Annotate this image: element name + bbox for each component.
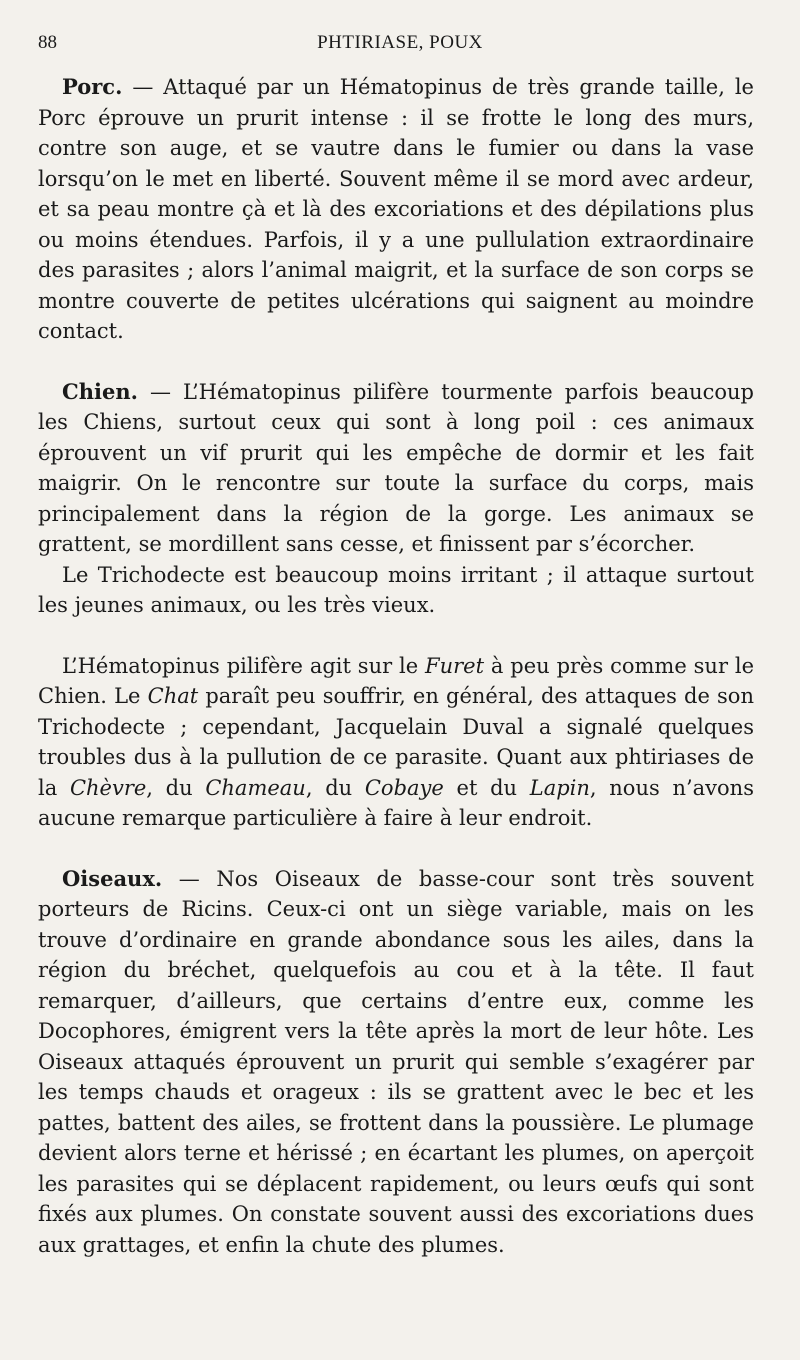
text-chien: — L’Hématopinus pilifère tourmente parfois beaucoup les Chiens, surtout ceux qui sont à long poil : ces animaux éprouvent un vif prurit qui les empêche de dormir et les fait maigrir. On le rencontre sur toute la surface du corps, mais principalement dans la région de la gorge. Les animaux se grattent, se mordillent sans cesse, et finissent par s’écorcher. <box>38 379 754 556</box>
italic-lapin: Lapin <box>529 775 590 800</box>
lead-porc: Porc. <box>62 74 123 99</box>
text-porc: — Attaqué par un Hématopinus de très grande taille, le Porc éprouve un prurit intense : il se frotte le long des murs, contre son auge, et se vautre dans le fumier ou dans la vase lorsqu’on le met en liberté. Souvent même il se mord avec ardeur, et sa peau montre çà et là des excoriations et des dépilations plus ou moins étendues. Parfois, il y a une pullulation extraordinaire des parasites ; alors l’animal maigrit, et la surface de son corps se montre couverte de petites ulcérations qui saignent au moindre contact. <box>38 75 754 343</box>
page-header <box>38 32 762 56</box>
text-furet-4: , du <box>146 775 206 800</box>
page-body <box>38 72 754 1260</box>
paragraph-chien <box>38 377 754 560</box>
text-furet-1: L’Hématopinus pilifère agit sur le <box>62 653 426 678</box>
text-trichodecte: Le Trichodecte est beaucoup moins irritant ; il attaque surtout les jeunes animaux, ou les très vieux. <box>38 562 754 617</box>
text-furet-5: , du <box>305 775 365 800</box>
italic-chameau: Chameau <box>205 775 306 800</box>
page-number: 88 <box>38 32 57 53</box>
lead-chien: Chien. <box>62 378 138 404</box>
italic-chat: Chat <box>147 684 199 708</box>
paragraph-gap <box>38 621 754 651</box>
lead-oiseaux: Oiseaux. <box>62 865 163 891</box>
text-furet-3: paraît peu souffrir, en général, des attaques de son Trichodecte ; cependant, Jacquelain Duval a signalé quelques troubles dus à la pullution de ce parasite. Quant aux phtiriases de la <box>38 684 754 800</box>
text-oiseaux: — Nos Oiseaux de basse-cour sont très souvent porteurs de Ricins. Ceux-ci ont un siège variable, mais on les trouve d’ordinaire en grande abondance sous les ailes, dans la région du bréchet, quelquefois au cou et à la tête. Il faut remarquer, d’ailleurs, que certains d’entre eux, comme les Docophores, émigrent vers la tête après la mort de leur hôte. Les Oiseaux attaqués éprouvent un prurit qui semble s’exagérer par les temps chauds et orageux : ils se grattent avec le bec et les pattes, battent des ailes, se frottent dans la poussière. Le plumage devient alors terne et hérissé ; en écartant les plumes, on aperçoit les parasites qui se déplacent rapidement, ou leurs œufs qui sont fixés aux plumes. On constate souvent aussi des excoriations dues aux grattages, et enfin la chute des plumes. <box>38 866 754 1257</box>
running-title: PHTIRIASE, POUX <box>317 32 483 53</box>
text-furet-2: à peu près comme sur le Chien. Le <box>38 653 754 708</box>
paragraph-gap <box>38 834 754 864</box>
italic-furet: Furet <box>425 653 485 678</box>
text-furet-7: , nous n’avons aucune remarque particulière à faire à leur endroit. <box>38 775 754 830</box>
italic-chevre: Chèvre <box>69 775 147 800</box>
italic-cobaye: Cobaye <box>364 775 444 800</box>
paragraph-porc <box>38 72 754 347</box>
paragraph-furet <box>38 651 754 834</box>
text-furet-6: et du <box>443 775 530 800</box>
paragraph-trichodecte <box>38 560 754 621</box>
paragraph-oiseaux <box>38 864 754 1261</box>
paragraph-gap <box>38 347 754 377</box>
